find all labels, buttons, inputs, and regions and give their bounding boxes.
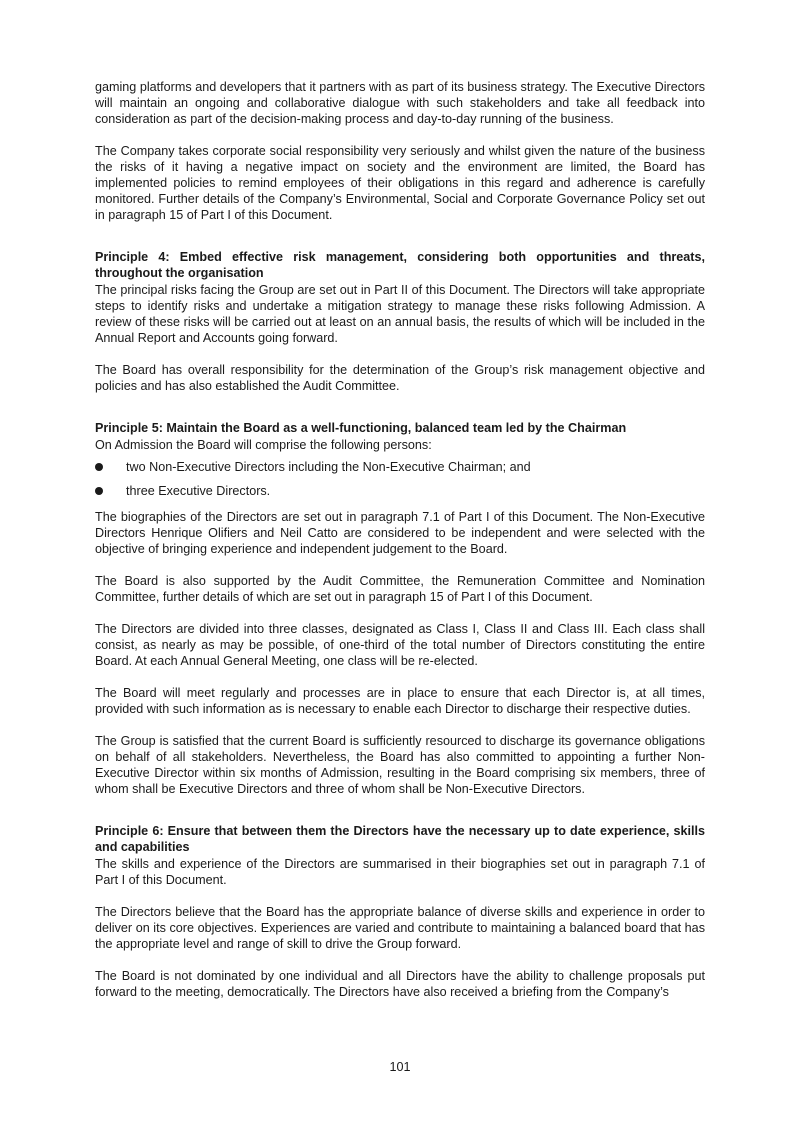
body-paragraph: The principal risks facing the Group are set out in Part II of this Document. The Directors will take appropriate steps to identify risks and undertake a mitigation strategy to manage these risks following Admission. A review of these risks will be carried out at least on an annual basis, the results of which will be included in the Annual Report and Accounts going forward. [95, 283, 705, 345]
body-paragraph: The Group is satisfied that the current Board is sufficiently resourced to discharge its governance obligations on behalf of all stakeholders. Nevertheless, the Board has also committed to appointing a further Non-Executive Director within six months of Admission, resulting in the Board comprising six members, three of whom shall be Executive Directors and three of whom shall be Non-Executive Directors. [95, 734, 705, 796]
principle-5-heading: Principle 5: Maintain the Board as a well-functioning, balanced team led by the Chairman [95, 421, 627, 435]
body-paragraph: gaming platforms and developers that it partners with as part of its business strategy. The Executive Directors will maintain an ongoing and collaborative dialogue with such stakeholders and take all feedback into consideration as part of the decision-making process and day-to-day running of the business. [95, 80, 705, 126]
body-paragraph: The Directors believe that the Board has the appropriate balance of diverse skills and experience in order to deliver on its core objectives. Experiences are varied and contribute to maintaining a balanced board that has the appropriate level and range of skill to drive the Group forward. [95, 905, 705, 951]
body-paragraph: The Board will meet regularly and processes are in place to ensure that each Director is, at all times, provided with such information as is necessary to enable each Director to discharge their respective duties. [95, 686, 705, 716]
list-item [95, 459, 705, 475]
body-paragraph: The Board has overall responsibility for the determination of the Group’s risk management objective and policies and has also established the Audit Committee. [95, 363, 705, 393]
body-paragraph: The Directors are divided into three classes, designated as Class I, Class II and Class III. Each class shall consist, as nearly as may be possible, of one-third of the total number of Directors constituting the entire Board. At each Annual General Meeting, one class will be re-elected. [95, 622, 705, 668]
body-paragraph: The Board is also supported by the Audit Committee, the Remuneration Committee and Nomination Committee, further details of which are set out in paragraph 15 of Part I of this Document. [95, 574, 705, 604]
list-item-text: two Non-Executive Directors including the Non-Executive Chairman; and [126, 460, 531, 474]
document-page [95, 79, 705, 1016]
body-paragraph: The Company takes corporate social responsibility very seriously and whilst given the nature of the business the risks of it having a negative impact on society and the environment are limited, the Board has implemented policies to remind employees of their obligations in this regard and adherence is carefully monitored. Further details of the Company’s Environmental, Social and Corporate Governance Policy set out in paragraph 15 of Part I of this Document. [95, 144, 705, 222]
body-paragraph: The biographies of the Directors are set out in paragraph 7.1 of Part I of this Document. The Non-Executive Directors Henrique Olifiers and Neil Catto are considered to be independent and were selected with the objective of bringing experience and independent judgement to the Board. [95, 510, 705, 556]
bullet-icon [95, 487, 103, 495]
bullet-icon [95, 463, 103, 471]
principle-6-heading: Principle 6: Ensure that between them the Directors have the necessary up to date experience, skills and capabilities [95, 824, 705, 854]
board-composition-list [95, 459, 705, 499]
body-paragraph: The skills and experience of the Directors are summarised in their biographies set out in paragraph 7.1 of Part I of this Document. [95, 857, 705, 887]
list-item [95, 483, 705, 499]
principle-4-heading: Principle 4: Embed effective risk management, considering both opportunities and threats, throughout the organisation [95, 250, 705, 280]
body-paragraph: The Board is not dominated by one individual and all Directors have the ability to challenge proposals put forward to the meeting, democratically. The Directors have also received a briefing from the Company’s [95, 969, 705, 999]
page-number: 101 [389, 1060, 411, 1074]
list-item-text: three Executive Directors. [126, 484, 271, 498]
body-paragraph: On Admission the Board will comprise the following persons: [95, 438, 432, 452]
